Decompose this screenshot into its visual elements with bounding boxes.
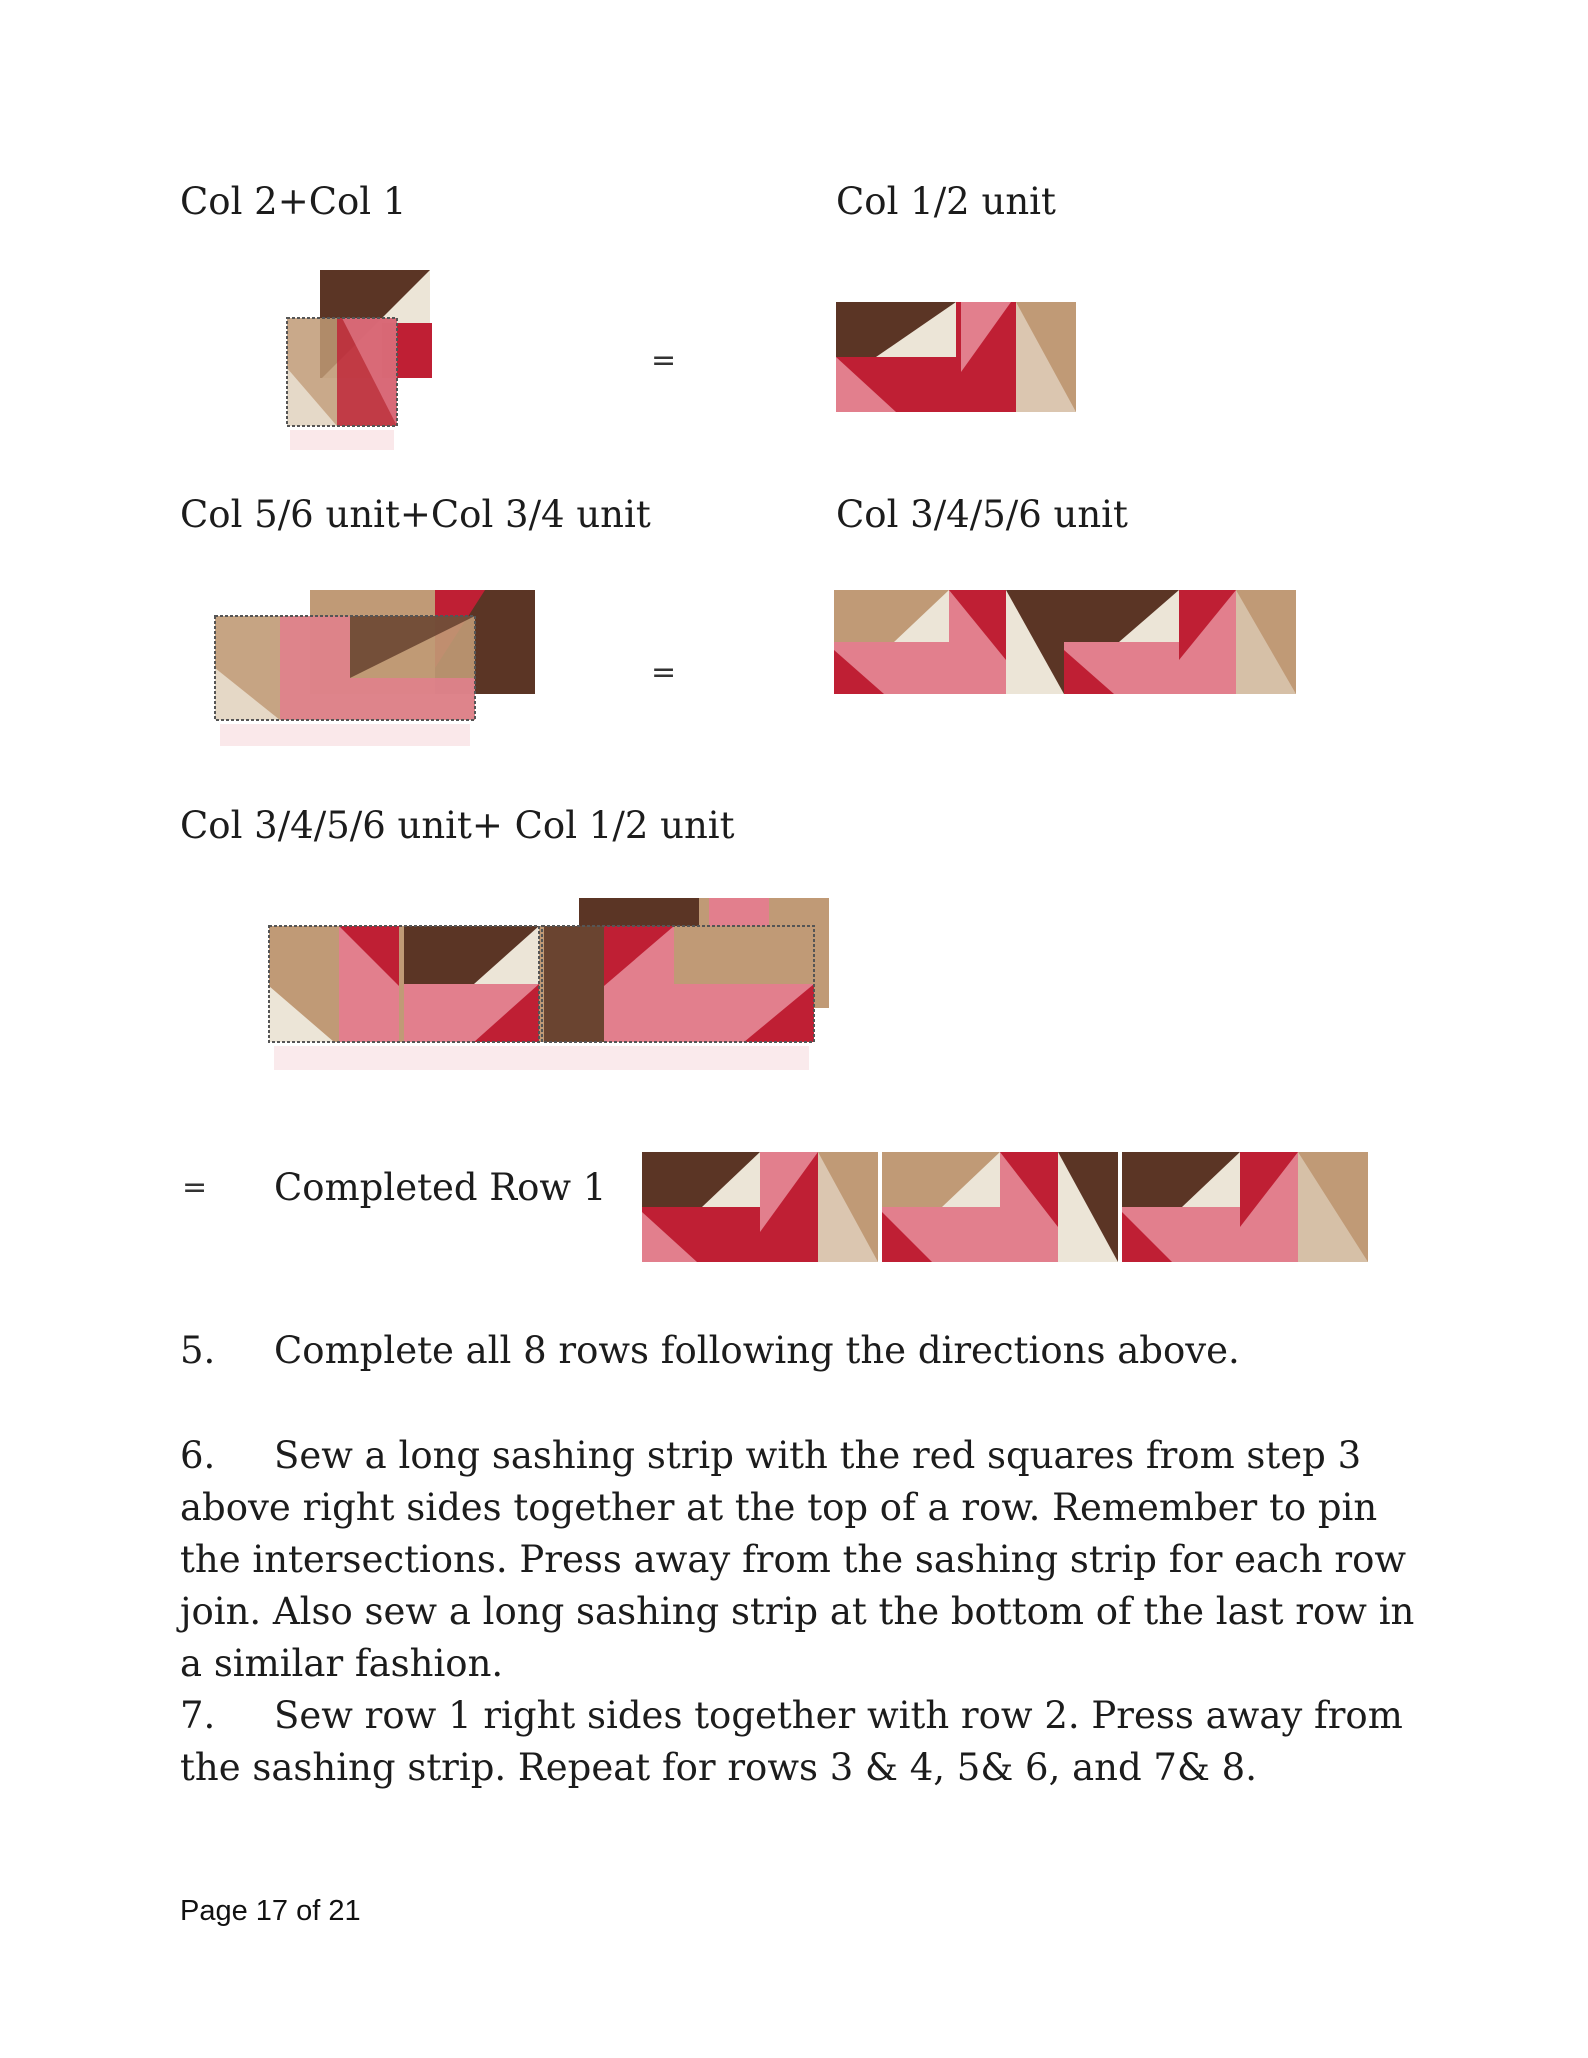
- step-a-diagram-overlap: [282, 268, 442, 458]
- step-a-equals: =: [651, 343, 677, 378]
- step-c-diagram-overlap: [264, 896, 834, 1096]
- instruction-5: [180, 1325, 1440, 1377]
- step-b-equals: =: [651, 655, 677, 690]
- page-number: Page 17 of 21: [180, 1895, 361, 1927]
- instruction-5-number: 5.: [180, 1329, 216, 1372]
- completed-row-diagram: [642, 1152, 1372, 1262]
- instruction-6-text: Sew a long sashing strip with the red squares from step 3 above right sides together at the top of a row. Remember to pin the intersections. Press away from the sashing strip for each row join. Also sew a long sashing strip at the bottom of the last row in a similar fashion.: [180, 1434, 1415, 1685]
- completed-row-equals: =: [182, 1170, 208, 1205]
- step-b-diagram-overlap: [210, 588, 540, 768]
- instruction-7-number: 7.: [180, 1694, 216, 1737]
- step-b-left-label: Col 5/6 unit+Col 3/4 unit: [180, 493, 651, 536]
- step-a-right-label: Col 1/2 unit: [836, 180, 1056, 223]
- step-b-diagram-result: [834, 590, 1296, 694]
- instruction-5-text: Complete all 8 rows following the directions above.: [274, 1329, 1240, 1372]
- step-a-diagram-result: [836, 302, 1076, 414]
- instruction-7-text: Sew row 1 right sides together with row 2. Press away from the sashing strip. Repeat for rows 3 & 4, 5& 6, and 7& 8.: [180, 1694, 1403, 1789]
- instruction-6: [180, 1430, 1440, 1690]
- step-b-right-label: Col 3/4/5/6 unit: [836, 493, 1128, 536]
- instruction-6-number: 6.: [180, 1434, 216, 1477]
- completed-row-label: Completed Row 1: [274, 1166, 607, 1209]
- step-c-label: Col 3/4/5/6 unit+ Col 1/2 unit: [180, 804, 735, 847]
- instruction-7: [180, 1690, 1440, 1794]
- step-a-left-label: Col 2+Col 1: [180, 180, 407, 223]
